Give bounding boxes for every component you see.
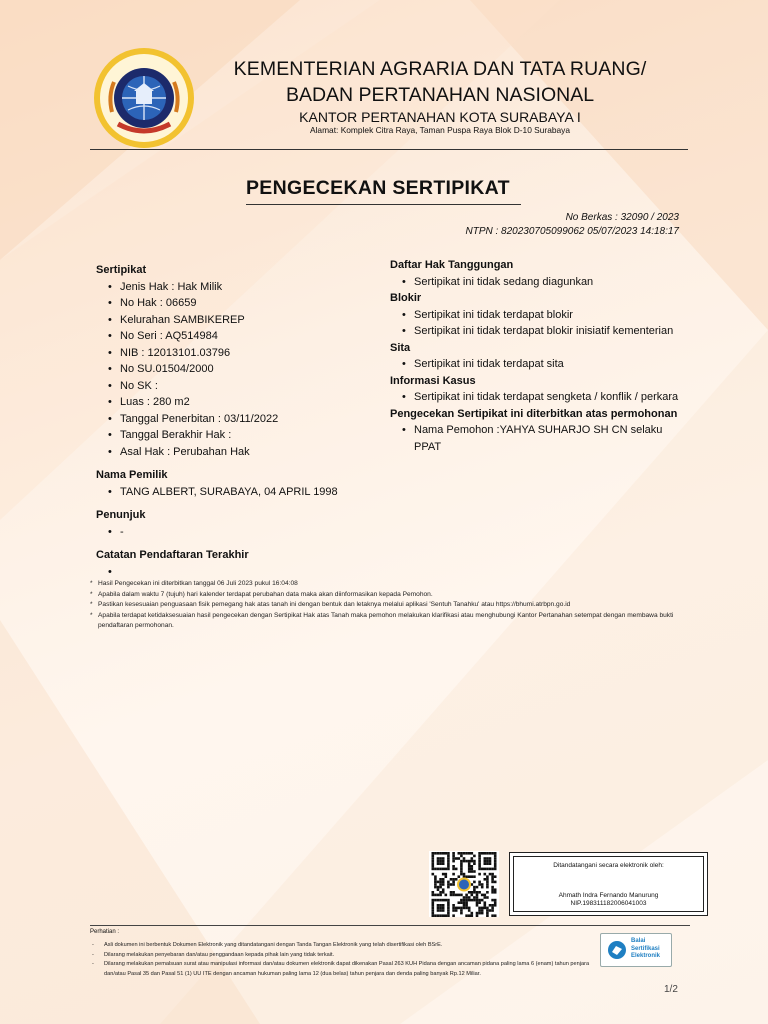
bsre-logo-icon <box>607 940 627 960</box>
qr-code <box>429 851 499 917</box>
blokir-list <box>390 307 690 340</box>
office-name: KANTOR PERTANAHAN KOTA SURABAYA I <box>299 109 581 125</box>
list-item: • No SU.01504/2000 <box>96 361 381 378</box>
penunjuk-heading: Penunjuk <box>96 509 146 521</box>
catatan-list <box>96 564 381 581</box>
footer-item: - Dilarang melakukan pemalsuan surat atau manipulasi informasi dan/atau dokumen elektronik dapat dikenakan Pasal 263 KUH Pidana dengan ancaman pidana paling lama 6 (enam) tahun penjara dan/atau Pasal 35 dan Pasal 51 (1) UU ITE dengan ancaman hukuman paling lama 12 (dua belas) tahun penjara dan denda paling banyak Rp.12 Miliar. <box>92 960 592 979</box>
note-item: * Apabila terdapat ketidaksesuaian hasil pengecekan dengan Sertipikat Hak atas Tanah maka pemohon melakukan klarifikasi atau menghubungi Kantor Pertanahan setempat dengan membawa bukti pendaftaran permohonan. <box>90 611 690 632</box>
ministry-name: KEMENTERIAN AGRARIA DAN TATA RUANG/ <box>233 58 647 80</box>
list-item: • NIB : 12013101.03796 <box>96 345 381 362</box>
list-item: • Kelurahan SAMBIKEREP <box>96 312 381 329</box>
note-item: * Hasil Pengecekan ini diterbitkan tanggal 06 Juli 2023 pukul 16:04:08 <box>90 579 690 590</box>
list-item: • Sertipikat ini tidak terdapat sita <box>390 356 690 373</box>
footer-list <box>92 941 592 979</box>
permohonan-list <box>390 422 690 455</box>
permohonan-heading: Pengecekan Sertipikat ini diterbitkan atas permohonan <box>390 407 678 420</box>
sertipikat-heading: Sertipikat <box>96 264 147 276</box>
signer-nip: NIP.198311182006041003 <box>570 900 647 907</box>
list-item: • Luas : 280 m2 <box>96 394 381 411</box>
footer-item: - Dilarang melakukan penyebaran dan/atau penggandaan kepada pihak lain yang tidak terkait. <box>92 951 592 961</box>
list-item: • Sertipikat ini tidak terdapat blokir <box>390 307 690 324</box>
list-item: • Asal Hak : Perubahan Hak <box>96 444 381 461</box>
list-item: • - <box>96 524 381 541</box>
note-item: * Apabila dalam waktu 7 (tujuh) hari kalender terdapat perubahan data maka akan diinformasikan kepada Pemohon. <box>90 590 690 601</box>
pemilik-list <box>96 484 381 501</box>
kasus-list <box>390 389 690 406</box>
signature-label: Ditandatangani secara elektronik oleh: <box>553 862 664 869</box>
right-column <box>390 257 690 455</box>
list-item: • No Hak : 06659 <box>96 295 381 312</box>
signature-box <box>509 852 708 916</box>
list-item: • Sertipikat ini tidak terdapat sengketa / konflik / perkara <box>390 389 690 406</box>
list-item: • Nama Pemohon :YAHYA SUHARJO SH CN selaku PPAT <box>390 422 690 455</box>
kasus-heading: Informasi Kasus <box>390 374 476 387</box>
list-item: • No Seri : AQ514984 <box>96 328 381 345</box>
notes-list <box>90 579 690 632</box>
bsre-badge <box>600 933 672 967</box>
title-underline <box>246 204 521 205</box>
footer-heading: Perhatian : <box>90 929 120 935</box>
hak-tanggungan-list <box>390 274 690 291</box>
document-title: PENGECEKAN SERTIPIKAT <box>246 177 510 199</box>
left-column <box>96 262 381 580</box>
page-number: 1/2 <box>664 984 678 995</box>
signer-name: Ahmath Indra Fernando Manurung <box>558 892 659 899</box>
sertipikat-list <box>96 279 381 461</box>
blokir-heading: Blokir <box>390 292 422 304</box>
sita-heading: Sita <box>390 341 411 354</box>
list-item: • TANG ALBERT, SURABAYA, 04 APRIL 1998 <box>96 484 381 501</box>
hak-tanggungan-heading: Daftar Hak Tanggungan <box>390 259 514 271</box>
note-item: * Pastikan kesesuaian penguasaan fisik pemegang hak atas tanah ini dengan bentuk dan letaknya melalui aplikasi 'Sentuh Tanahku' atau https://bhumi.atrbpn.go.id <box>90 600 690 611</box>
list-item: • No SK : <box>96 378 381 395</box>
ntpn: NTPN : 820230705099062 05/07/2023 14:18:17 <box>465 226 679 237</box>
list-item: • Sertipikat ini tidak sedang diagunkan <box>390 274 690 291</box>
header-divider <box>90 149 688 150</box>
list-item: • Tanggal Penerbitan : 03/11/2022 <box>96 411 381 428</box>
footer-item: - Asli dokumen ini berbentuk Dokumen Elektronik yang ditandatangani dengan Tanda Tangan Elektronik yang telah disertifikasi oleh BSrE. <box>92 941 592 951</box>
catatan-heading: Catatan Pendaftaran Terakhir <box>96 549 249 561</box>
list-item: • Jenis Hak : Hak Milik <box>96 279 381 296</box>
list-item <box>96 564 381 581</box>
office-address: Alamat: Komplek Citra Raya, Taman Puspa Raya Blok D-10 Surabaya <box>309 125 571 135</box>
no-berkas: No Berkas : 32090 / 2023 <box>565 212 679 223</box>
penunjuk-list <box>96 524 381 541</box>
sita-list <box>390 356 690 373</box>
bsre-text: Balai Sertifikasi Elektronik <box>631 938 661 959</box>
list-item: • Tanggal Berakhir Hak : <box>96 427 381 444</box>
list-item: • Sertipikat ini tidak terdapat blokir inisiatif kementerian <box>390 323 690 340</box>
agency-name: BADAN PERTANAHAN NASIONAL <box>285 84 595 106</box>
pemilik-heading: Nama Pemilik <box>96 469 168 481</box>
bpn-logo <box>92 46 196 150</box>
footer-divider <box>90 925 690 926</box>
